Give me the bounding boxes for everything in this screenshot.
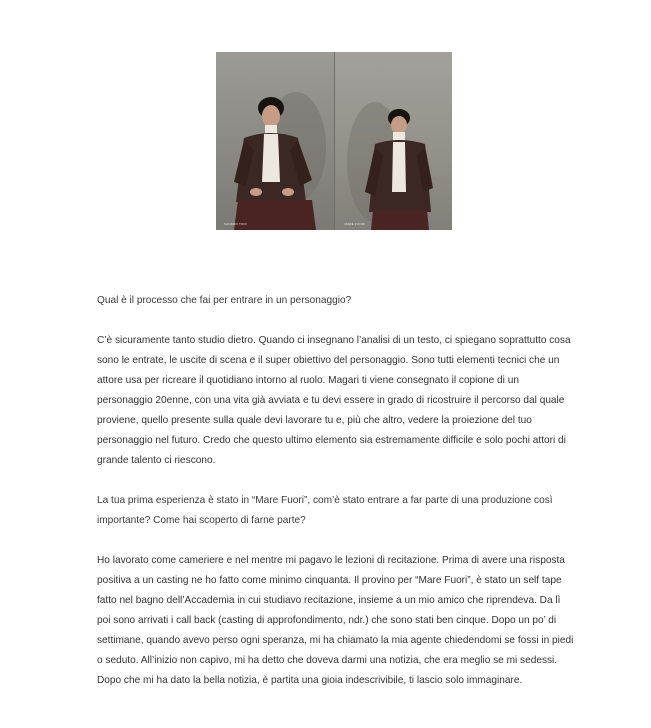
seated-actor-illustration [216,52,334,230]
photo-caption-left: SANDRO TONI [224,222,247,226]
photo-panel-standing [335,52,453,230]
interview-question-1: Qual è il processo che fai per entrare in un personaggio? [97,295,352,306]
article-photo [216,52,452,230]
paragraph-gap [97,531,575,551]
interview-answer-2: Ho lavorato come cameriere e nel mentre mi pagavo le lezioni di recitazione. Prima di avere una risposta positiva a un casting ne ho fatto come minimo cinquanta. Il provino per “Mare Fuori”, è stato un self tape fatto nel bagno dell’Accademia in cui studiavo recitazione, insieme a un mio amico che riprendeva. Da lì poi sono arrivati i call back (casting di approfondimento, ndr.) che sono stati ben cinque. Dopo un po’ di settimane, quando avevo perso ogni speranza, mi ha chiamato la mia agente chiedendomi se fossi in piedi o seduto. All’inizio non capivo, mi ha detto che doveva darmi una notizia, che era meglio se mi sedessi. Dopo che mi ha dato la bella notizia, è partita una gioia indescrivibile, ti lascio solo immaginare. [97,555,574,686]
interview-article [97,291,575,691]
interview-question-2: La tua prima esperienza è stato in “Mare Fuori”, com’è stato entrare a far parte di una produzione così importante? Come hai scoperto di farne parte? [97,495,553,526]
paragraph-gap [97,471,575,491]
interview-answer-1: C’è sicuramente tanto studio dietro. Quando ci insegnano l’analisi di un testo, ci spiegano soprattutto cosa sono le entrate, le uscite di scena e il super obiettivo del personaggio. Sono tutti elementi tecnici che un attore usa per ricreare il quotidiano intorno al ruolo. Magari ti viene consegnato il copione di un personaggio 20enne, con una vita già avviata e tu devi essere in grado di ricostruire il percorso dal quale proviene, quello presente sulla quale devi lavorare tu e, più che altro, vedere la proiezione del tuo personaggio nel futuro. Credo che questo ultimo elemento sia estremamente difficile e solo pochi attori di grande talento ci riescono. [97,335,571,466]
paragraph-gap [97,311,575,331]
photo-caption-right: MARE FUORI [344,222,366,226]
photo-panel-seated [216,52,335,230]
standing-actor-illustration [335,52,453,230]
